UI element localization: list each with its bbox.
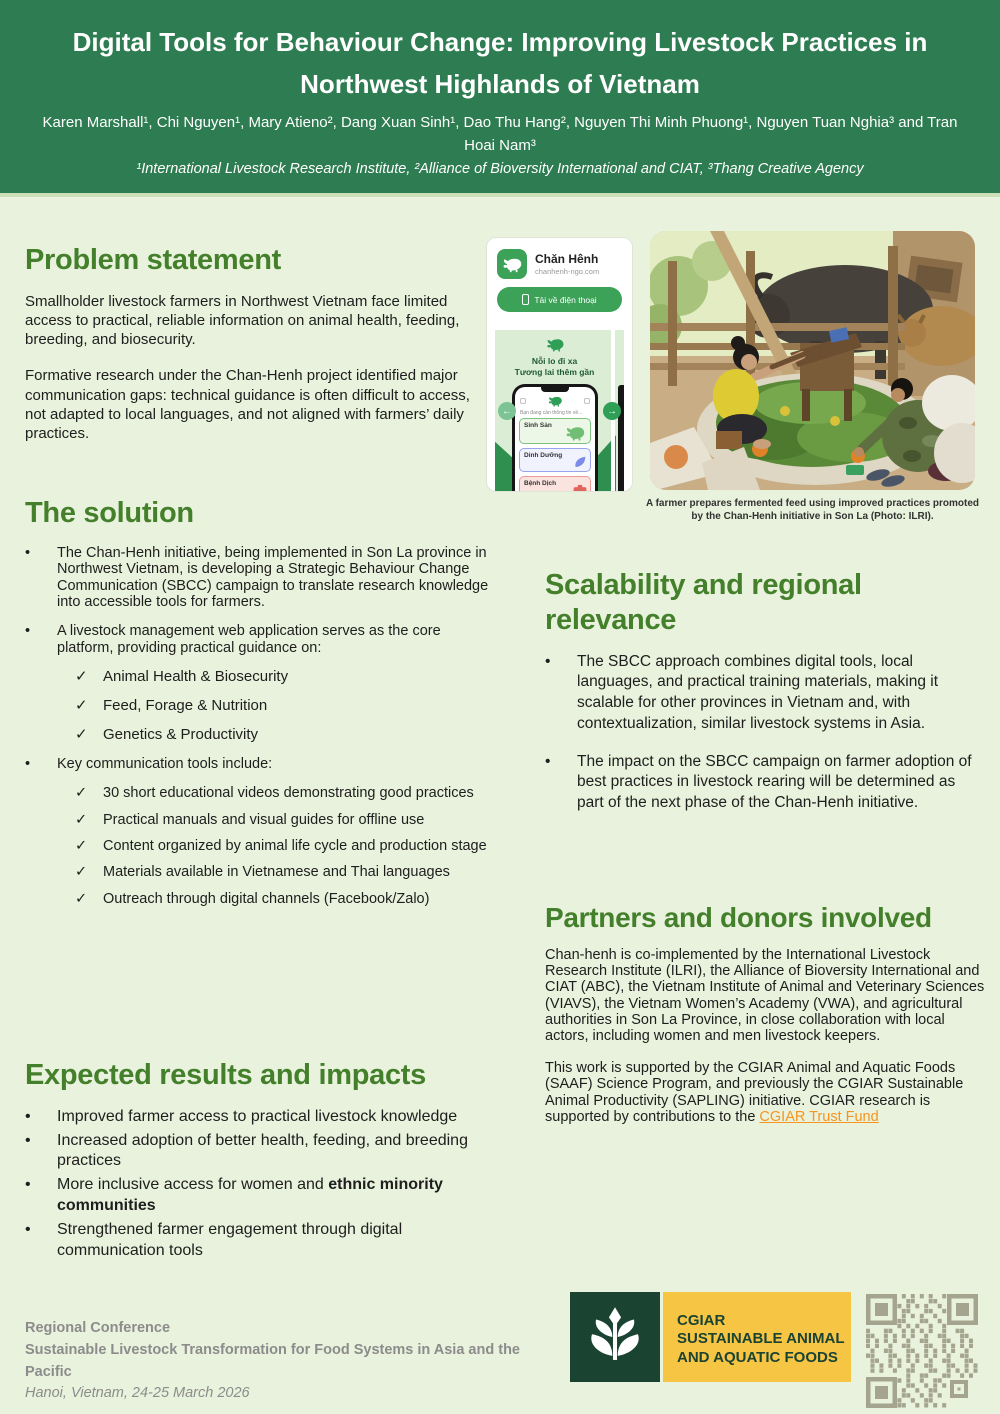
phone-icon: [522, 294, 529, 305]
bullet-icon: •: [25, 1131, 31, 1149]
pig-logo-icon: [547, 395, 563, 407]
list-item-text: A livestock management web application serves as the core platform, providing practical guidance on:: [57, 623, 441, 656]
partners-paragraph: Chan-henh is co-implemented by the International Livestock Research Institute (ILRI), the Alliance of Bioversity International and CIAT (ABC), the Vietnam Institute of Animal and Veterinary Sciences (VIAVS), the Vietnam Women’s Academy (VWA), and agricultural authorities in Son La Province, in close collaboration with local actors, including women and men livestock keepers.: [545, 946, 985, 1045]
section-expected-results: [25, 1058, 495, 1264]
problem-heading: Problem statement: [25, 244, 281, 276]
poster-title: Digital Tools for Behaviour Change: Improving Livestock Practices in Northwest Highlands of Vietnam: [72, 27, 928, 99]
cgiar-logo: [570, 1292, 851, 1382]
checkmark-icon: ✓: [75, 837, 88, 854]
download-button[interactable]: [497, 287, 622, 312]
poster-header: [0, 0, 1000, 197]
partners-paragraph: This work is supported by the CGIAR Animal and Aquatic Foods (SAAF) Science Program, and previously the CGIAR Sustainable Animal Productivity (SAPLING) initiative. CGIAR research is supported by contributions to the CGIAR Trust Fund: [545, 1059, 964, 1125]
list-item-text: More inclusive access for women and ethnic minority communities: [57, 1176, 443, 1214]
section-scalability: [545, 568, 985, 831]
gear-icon: [584, 398, 590, 404]
phone-notch: [541, 387, 569, 392]
list-item: [25, 623, 495, 656]
download-button-label: Tải về điện thoại: [534, 294, 597, 305]
list-item: [75, 891, 495, 907]
scalability-heading: Scalability and regional relevance: [545, 569, 862, 636]
bullet-icon: •: [545, 652, 551, 670]
bullet-icon: •: [25, 1176, 31, 1194]
list-item: [25, 1131, 495, 1173]
list-item: [75, 727, 495, 744]
app-slogan: Nỗi lo đi xa Tương lai thêm gần: [514, 356, 595, 378]
bullet-icon: •: [545, 752, 551, 770]
bullet-icon: •: [25, 755, 31, 772]
list-item: [545, 752, 985, 814]
checkmark-icon: ✓: [75, 890, 88, 907]
list-item: [25, 1175, 495, 1217]
conference-title: Sustainable Livestock Transformation for Food Systems in Asia and the Pacific: [25, 1341, 520, 1380]
pig-logo-icon: [495, 337, 614, 352]
list-item-text: Practical manuals and visual guides for offline use: [103, 811, 425, 828]
section-problem-statement: [25, 243, 487, 460]
phone-screen: [515, 387, 595, 491]
bullet-icon: •: [25, 623, 31, 640]
app-category-card[interactable]: [519, 418, 591, 444]
bullet-icon: •: [25, 544, 31, 561]
pig-logo-icon: [497, 249, 527, 279]
app-prompt-text: Bạn đang cần thông tin về...: [520, 410, 583, 416]
list-item: [25, 756, 495, 772]
app-header: [487, 238, 632, 285]
conference-date-location: Hanoi, Vietnam, 24-25 March 2026: [25, 1385, 250, 1402]
partners-heading: Partners and donors involved: [545, 902, 932, 933]
list-item: [75, 698, 495, 715]
list-item-text: Increased adoption of better health, feeding, and breeding practices: [57, 1131, 468, 1170]
list-item: [25, 545, 495, 611]
card-label: Dinh Dưỡng: [524, 452, 563, 459]
checkmark-icon: ✓: [75, 725, 88, 743]
problem-paragraph: Formative research under the Chan-Henh project identified major communication gaps: technical guidance is often difficult to access, not adapted to local languages, and not aligned with farmers’ daily practices.: [25, 367, 470, 442]
list-item-text: Content organized by animal life cycle and production stage: [103, 837, 487, 854]
arrow-left-icon[interactable]: ←: [498, 402, 516, 420]
conference-info: [25, 1318, 545, 1405]
checkmark-icon: ✓: [75, 696, 88, 714]
wheat-icon: [570, 1292, 660, 1382]
list-item-text: Outreach through digital channels (Facebook/Zalo): [103, 890, 430, 907]
list-item: [545, 652, 985, 735]
photo-caption: A farmer prepares fermented feed using improved practices promoted by the Chan-Henh initiative in Son La (Photo: ILRI).: [645, 498, 980, 522]
list-item-text: Strengthened farmer engagement through digital communication tools: [57, 1220, 403, 1259]
menu-icon: [520, 398, 526, 404]
expected-heading: Expected results and impacts: [25, 1059, 426, 1091]
list-item-text: The impact on the SBCC campaign on farmer adoption of best practices in livestock rearing will be determined as part of the next phase of the Chan-Henh initiative.: [577, 752, 972, 812]
checkmark-icon: ✓: [75, 785, 88, 802]
authors-line: Karen Marshall¹, Chi Nguyen¹, Mary Atieno², Dang Xuan Sinh¹, Dao Thu Hang², Nguyen Thi Minh Phuong¹, Nguyen Tuan Nghia³ and Tran Hoai Nam³: [42, 114, 958, 155]
list-item-text: The Chan-Henh initiative, being implemented in Son La province in Northwest Vietnam, is developing a Strategic Behaviour Change Communication (SBCC) campaign to translate research knowledge into accessible tools for farmers.: [57, 544, 489, 610]
list-item-text: The SBCC approach combines digital tools, local languages, and practical training materials, making it scalable for other provinces in Vietnam and, with contextualization, similar livestock systems in Asia.: [577, 652, 938, 732]
screenshot-carousel: [495, 330, 624, 491]
conference-name: Regional Conference: [25, 1320, 171, 1336]
arrow-right-icon[interactable]: →: [603, 402, 621, 420]
pig-icon: [563, 425, 587, 441]
list-item: [75, 838, 495, 854]
app-name: Chăn Hênh: [535, 252, 599, 267]
card-label: Sinh Sản: [524, 422, 552, 429]
list-item: [75, 864, 495, 880]
list-item: [75, 812, 495, 828]
solution-heading: The solution: [25, 497, 194, 529]
app-category-card[interactable]: [519, 476, 591, 491]
first-aid-kit-icon: [573, 484, 587, 491]
problem-paragraph: Smallholder livestock farmers in Northwest Vietnam face limited access to practical, reliable information on animal health, feeding, breeding, and biosecurity.: [25, 292, 460, 349]
section-solution: [25, 496, 495, 917]
bullet-icon: •: [25, 1220, 31, 1238]
list-item-text: Key communication tools include:: [57, 755, 273, 772]
qr-code: [866, 1294, 978, 1408]
section-partners: [545, 901, 986, 1140]
list-item-text: Genetics & Productivity: [103, 725, 259, 743]
farmer-photo: [650, 231, 975, 490]
bullet-icon: •: [25, 1107, 31, 1125]
phone-mockup: [512, 384, 598, 491]
app-store-card: [486, 237, 633, 492]
checkmark-icon: ✓: [75, 864, 88, 881]
list-item-text: Materials available in Vietnamese and Thai languages: [103, 864, 450, 881]
next-screenshot-edge: [618, 385, 624, 491]
list-item-text: 30 short educational videos demonstrating good practices: [103, 785, 474, 802]
list-item-text: Feed, Forage & Nutrition: [103, 696, 268, 714]
app-domain: chanhenh-ngo.com: [535, 266, 600, 276]
list-item-text: Animal Health & Biosecurity: [103, 668, 289, 686]
list-item: [75, 785, 495, 801]
list-item: [75, 669, 495, 686]
list-item: [25, 1107, 495, 1128]
checkmark-icon: ✓: [75, 668, 88, 686]
cgiar-trust-fund-link[interactable]: CGIAR Trust Fund: [759, 1108, 879, 1125]
list-item-text: Improved farmer access to practical livestock knowledge: [57, 1107, 458, 1125]
affiliations-line: ¹International Livestock Research Institute, ²Alliance of Bioversity International and CIAT, ³Thang Creative Agency: [136, 160, 864, 177]
cgiar-logo-text: CGIAR SUSTAINABLE ANIMAL AND AQUATIC FOODS: [663, 1292, 851, 1382]
list-item: [25, 1220, 495, 1262]
checkmark-icon: ✓: [75, 811, 88, 828]
app-category-card[interactable]: [519, 448, 591, 472]
card-label: Bệnh Dịch: [524, 480, 557, 487]
leaf-icon: [573, 455, 587, 469]
